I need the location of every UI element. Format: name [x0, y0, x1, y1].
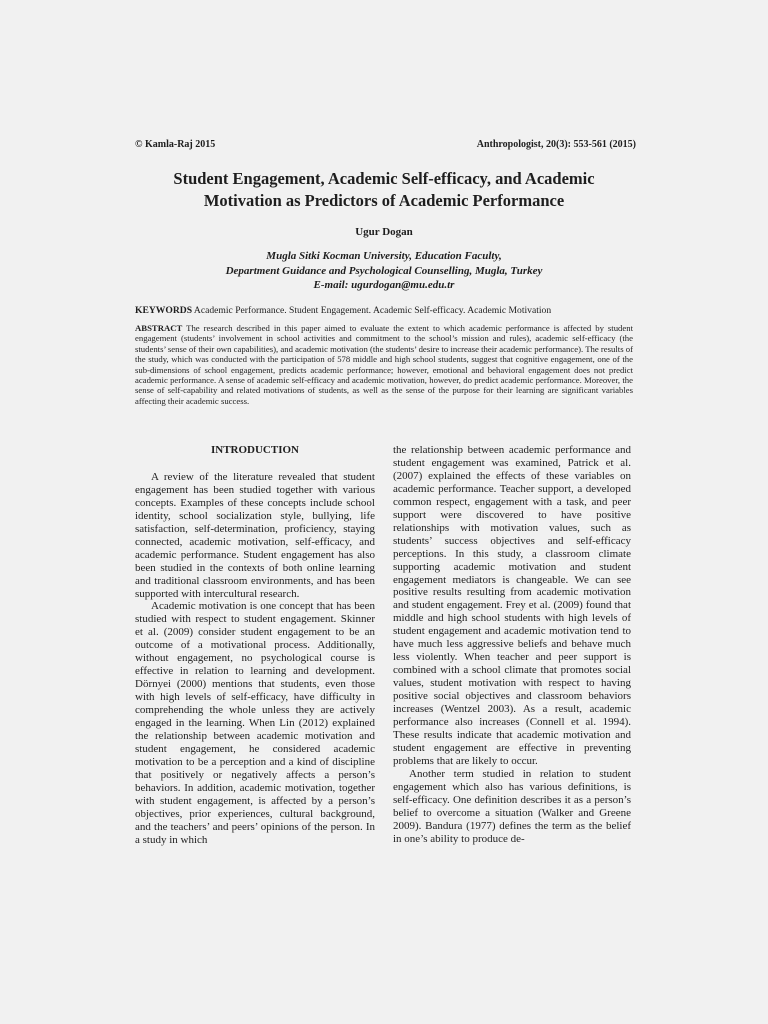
title-line-1: Student Engagement, Academic Self-efficacy, and Academic	[173, 169, 595, 188]
abstract-block	[135, 323, 633, 406]
body-column-left	[135, 444, 375, 847]
article-title	[120, 168, 648, 212]
paragraph: the relationship between academic performance and student engagement was examined, Patrick et al. (2007) explained the effects of these variables on academic performance. Teacher support, a developed common respect, engagement with a task, and peer support were discovered to have positive relationships with motivation values, such as students’ success objectives and self-efficacy perceptions. In this study, a classroom climate supporting academic motivation and student engagement mediators is changeable. We can see positive results resulting from academic motivation and student engagement. Frey et al. (2009) found that middle and high school students with high levels of student engagement and academic motivation tend to have much less aggressive beliefs and behave much less violently. When teacher and peer support is combined with a school climate that promotes social values, student motivation with respect to having positive social objectives and classroom behaviors increases (Wentzel 2003). As a result, academic performance also increases (Connell et al. 1994). These results indicate that academic motivation and student engagement are effective in preventing problems that are likely to occur.	[393, 444, 631, 767]
paragraph: Academic motivation is one concept that has been studied with respect to student engagement. Skinner et al. (2009) consider student engagement to be an outcome of a motivational process. Additionally, without engagement, no psychological course is effective in relation to learning and development. Dörnyei (2000) mentions that students, even those with high levels of self-efficacy, have difficulty in comprehending the whole unless they are actively engaged in the learning. When Lin (2012) explained the relationship between academic motivation and student engagement, he considered academic motivation to be a perception and a kind of discipline that positively or negatively affects a person’s behaviors. In addition, academic motivation, together with student engagement, is affected by a person’s objectives, prior experiences, cultural background, and the teachers’ and peers’ opinions of the person. In a study in which	[135, 600, 375, 846]
body-column-right	[393, 444, 631, 846]
section-heading: INTRODUCTION	[210, 444, 299, 456]
keywords-label: KEYWORDS	[135, 305, 193, 316]
affiliation-line-1: Mugla Sitki Kocman University, Education Faculty,	[266, 250, 502, 262]
affiliation-line-2: Department Guidance and Psychological Counselling, Mugla, Turkey	[225, 264, 543, 277]
paragraph: A review of the literature revealed that student engagement has been studied together with various concepts. Examples of these concepts include school identity, school socialization style, bullying, life satisfaction, self-determination, proficiency, staying connected, academic motivation, self-efficacy, and academic performance. Student engagement has also been studied in the contexts of both online learning and traditional classroom environments, and has been supported with intercultural research.	[135, 470, 375, 600]
abstract-label: ABSTRACT	[135, 323, 183, 333]
author-name: Ugur Dogan	[355, 226, 413, 238]
author-email: E-mail: ugurdogan@mu.edu.tr	[313, 279, 455, 291]
keywords-block	[135, 305, 640, 316]
title-line-2: Motivation as Predictors of Academic Performance	[203, 191, 565, 210]
author-affiliation	[120, 249, 648, 293]
abstract-text: The research described in this paper aimed to evaluate the extent to which academic performance is affected by student engagement (students’ involvement in school activities and commitment to the school’s mission and rules), academic self-efficacy (the students’ sense of their own capabilities), and academic motivation (the students’ desire to increase their academic performance). The results of the study, which was conducted with the participation of 578 middle and high school students, suggest that cognitive engagement, one of the sub-dimensions of school engagement, predicts academic performance; however, emotional and behavioral engagement does not predict academic performance. A sense of academic self-efficacy and academic motivation, however, do predict academic performance. Moreover, the sense of self-capability and related motivations of students, as well as the sense of the purpose for their learning are significant variables affecting their academic success.	[135, 323, 633, 406]
copyright-notice: © Kamla-Raj 2015	[135, 139, 216, 150]
journal-citation: Anthropologist, 20(3): 553-561 (2015)	[476, 139, 636, 150]
paragraph: Another term studied in relation to student engagement which also has various definitions, is self-efficacy. One definition describes it as a person’s belief to overcome a situation (Walker and Greene 2009). Bandura (1977) defines the term as the belief in one’s ability to produce de-	[393, 767, 631, 845]
keywords-text: Academic Performance. Student Engagement. Academic Self-efficacy. Academic Motivation	[193, 305, 552, 316]
